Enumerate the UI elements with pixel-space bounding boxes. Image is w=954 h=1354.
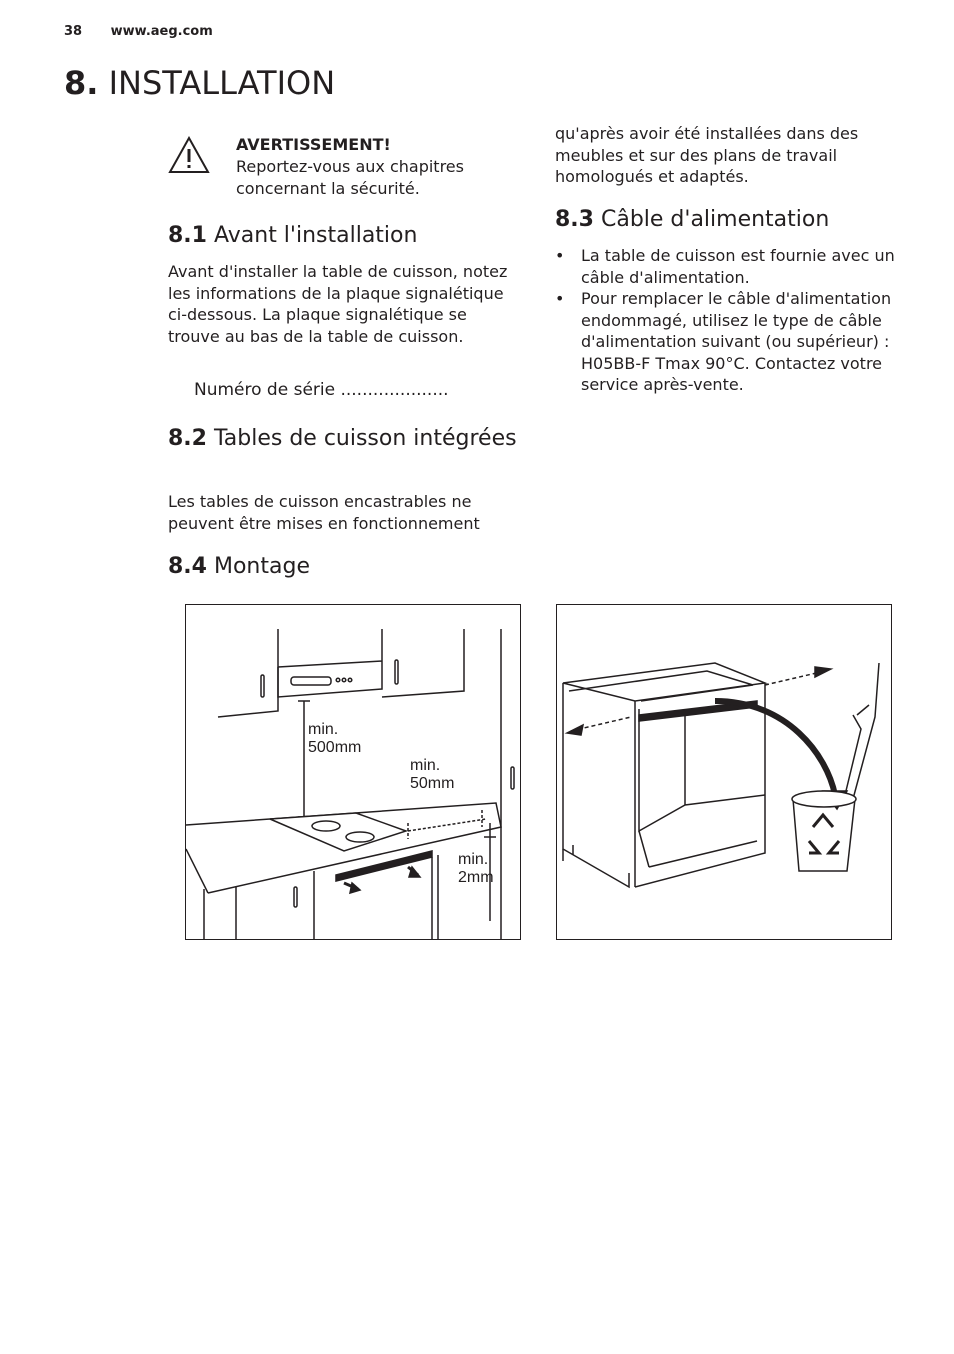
label-min-50mm [410, 757, 454, 793]
hob-clearance-diagram [185, 604, 521, 940]
hob-unit [270, 813, 406, 851]
section-title: Câble d'alimentation [600, 207, 830, 232]
section-title: Avant l'installation [213, 223, 418, 248]
cabinet-handle [395, 660, 398, 684]
label-min: min. [308, 721, 339, 738]
section-number: 8.2 [168, 426, 207, 451]
dimension-50mm [408, 810, 486, 839]
chapter-number: 8. [64, 64, 99, 102]
section-8-3-bullet-list [555, 245, 915, 396]
section-number: 8.1 [168, 223, 207, 248]
cabinet-interior [639, 709, 765, 831]
cabinet-frame [563, 683, 629, 887]
warning-triangle-icon [168, 136, 210, 174]
label-min-500mm [308, 721, 361, 757]
hood-control-strip [291, 677, 331, 685]
section-8-1-heading [168, 222, 518, 250]
dimension-500mm [298, 701, 310, 817]
recycle-bin-icon [793, 799, 855, 871]
warning-text: Reportez-vous aux chapitres concernant la sécurité. [236, 157, 464, 198]
bullet-symbol: • [555, 289, 565, 308]
extractor-hood [278, 629, 382, 697]
curved-arrow-icon [715, 701, 835, 795]
serial-number-field: Numéro de série .................... [194, 380, 449, 400]
warning-label: AVERTISSEMENT! [236, 135, 391, 154]
cabinet-recycling-illustration [557, 605, 891, 939]
cabinet-bar-removal-diagram [556, 604, 892, 940]
section-8-1-body: Avant d'installer la table de cuisson, notez les informations de la plaque signalétique ci-dessous. La plaque signalétique se trouve au bas de la table de cuisson. [168, 262, 508, 346]
section-8-2-body: Les tables de cuisson encastrables ne peuvent être mises en fonctionnement [168, 492, 480, 533]
label-min-2mm [458, 851, 494, 887]
page-header [64, 24, 213, 39]
website-url: www.aeg.com [110, 24, 213, 39]
label-min: min. [458, 851, 489, 868]
label-min: min. [410, 757, 441, 774]
cabinet-handle [261, 675, 264, 697]
list-item [555, 245, 915, 288]
hand-icon [845, 663, 879, 799]
wall-cabinet-left [218, 629, 278, 717]
section-title: Montage [213, 554, 310, 579]
section-number: 8.4 [168, 554, 207, 579]
section-8-2-body-continued: qu'après avoir été installées dans des meubles et sur des plans de travail homologués et adaptés. [555, 124, 859, 186]
section-number: 8.3 [555, 207, 594, 232]
recycle-symbol-icon [809, 815, 839, 853]
section-8-3-heading [555, 206, 915, 234]
bullet-symbol: • [555, 246, 565, 265]
section-8-4-heading [168, 553, 518, 581]
label-500mm: 500mm [308, 739, 362, 756]
section-8-2-heading [168, 425, 518, 453]
label-50mm: 50mm [410, 775, 455, 792]
cabinet-top [563, 663, 765, 701]
kitchen-installation-illustration [186, 605, 520, 939]
arrow-icon [350, 883, 360, 893]
page-number: 38 [64, 24, 83, 39]
list-item-text: La table de cuisson est fournie avec un câble d'alimentation. [581, 246, 895, 287]
label-2mm: 2mm [458, 869, 494, 886]
cabinet-handle [294, 887, 297, 907]
side-handle [511, 767, 514, 789]
list-item [555, 288, 915, 396]
chapter-title-text: INSTALLATION [108, 64, 336, 102]
list-item-text: Pour remplacer le câble d'alimentation endommagé, utilisez le type de câble d'alimentation suivant (ou supérieur) : H05BB-F Tmax 90°C. Contactez votre service après-vente. [581, 289, 892, 394]
section-title: Tables de cuisson intégrées [213, 426, 517, 451]
warning-box [168, 134, 518, 200]
chapter-title [64, 64, 335, 102]
